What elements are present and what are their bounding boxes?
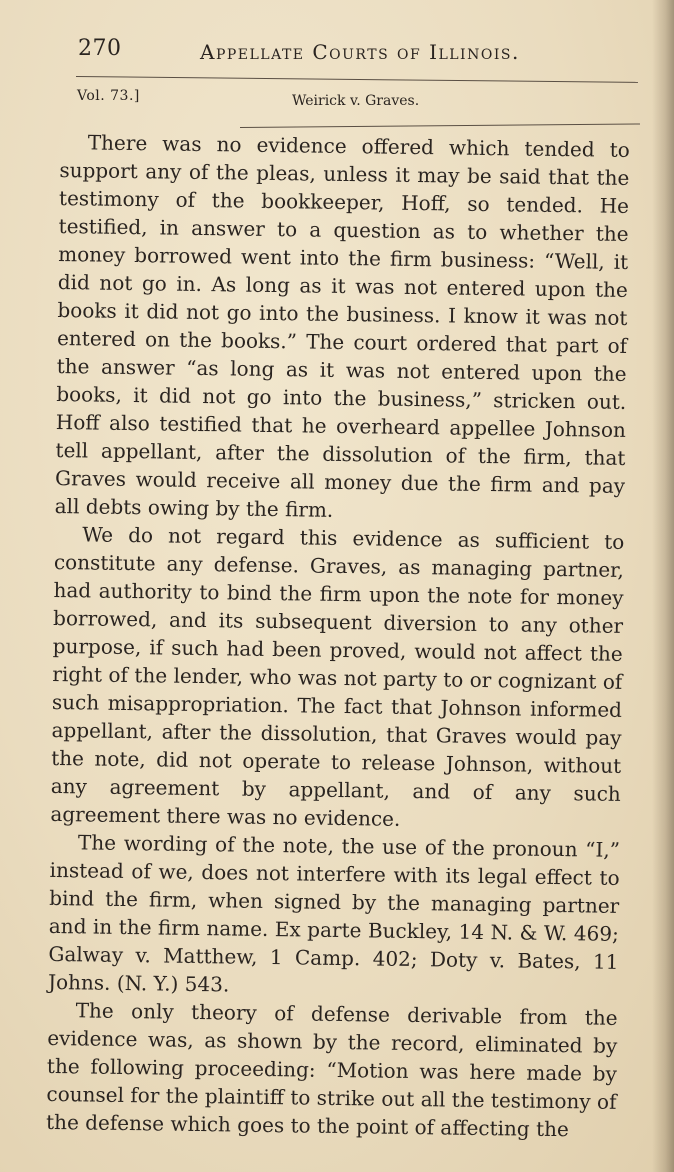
page-number: 270 xyxy=(78,36,122,61)
paragraph: The only theory of defense derivable from the evidence was, as shown by the record, eliminated by the following proceeding: “Motion was here made by counsel for the plaintiff to strike out all the testimony of the defense which goes to the point of affecting the xyxy=(45,998,618,1142)
paragraph: There was no evidence offered which tended to support any of the pleas, unless it may be said that the testimony of the bookkeeper, Hoff, so tended. He testified, in answer to a question as to whether the money borrowed went into the firm business: “Well, it did not go in. As long as it was not entered upon the books it did not go into the business. I know it was not entered on the books.” The court ordered that part of the answer “as long as it was not entered upon the books, it did not go into the business,” stricken out. Hoff also testified that he overheard appellee Johnson tell appellant, after the dissolution of the firm, that Graves would receive all money due the firm and pay all debts owing by the firm. xyxy=(54,130,630,522)
paragraph: We do not regard this evidence as sufficient to constitute any defense. Graves, as managing partner, had authority to bind the firm upon the note for money borrowed, and its subsequent diversion to any other purpose, if such had been proved, would not affect the right of the lender, who was not party to or cognizant of such misappropriation. The fact that Johnson informed appellant, after the dissolution, that Graves would pay the note, did not operate to release Johnson, without any agreement by appellant, and of any such agreement there was no evidence. xyxy=(50,522,625,831)
case-title: Weirick v. Graves. xyxy=(292,93,420,109)
body-text xyxy=(46,128,630,1144)
running-head: Appellate Courts of Illinois. xyxy=(200,40,520,64)
volume-label: Vol. 73.] xyxy=(77,88,140,104)
header-rule xyxy=(76,76,638,83)
paragraph: The wording of the note, the use of the pronoun “I,” instead of we, does not interfere with its legal effect to bind the firm, when signed by the managing partner and in the firm name. Ex parte Buckley, 14 N. & W. 469; Galway v. Matthew, 1 Camp. 402; Doty v. Bates, 11 Johns. (N. Y.) 543. xyxy=(47,830,621,997)
subheader-rule xyxy=(240,124,640,128)
page-gutter-shadow xyxy=(652,0,674,1172)
